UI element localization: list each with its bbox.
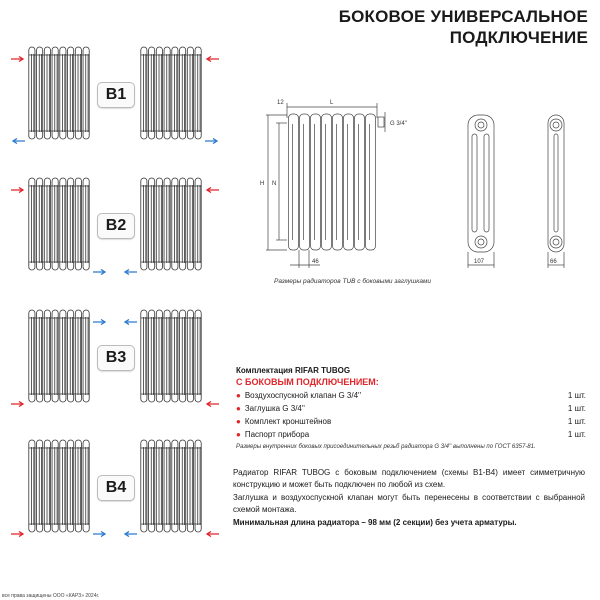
- radiator-left: [28, 177, 90, 276]
- bullet-icon: ●: [236, 430, 241, 439]
- dim-N-label: N: [272, 181, 277, 187]
- radiator-icon: [28, 177, 90, 271]
- dim-107-label: 107: [474, 259, 485, 265]
- return-arrow-icon: [123, 262, 137, 268]
- return-arrow-icon: [93, 524, 107, 530]
- description-p3: Минимальная длина радиатора – 98 мм (2 секции) без учета арматуры.: [233, 517, 517, 527]
- kit-item-qty: 1 шт.: [567, 430, 586, 439]
- scheme-b2: [0, 177, 230, 277]
- scheme-label: B1: [97, 82, 135, 108]
- bullet-icon: ●: [236, 417, 241, 426]
- radiator-icon: [140, 46, 202, 140]
- radiator-right: [140, 46, 202, 145]
- bullet-icon: ●: [236, 391, 241, 400]
- supply-arrow-icon: [11, 49, 25, 55]
- radiator-icon: [140, 177, 202, 271]
- scheme-label: B4: [97, 475, 135, 501]
- scheme-b1: [0, 46, 230, 146]
- supply-arrow-icon: [11, 524, 25, 530]
- radiator-right: [140, 177, 202, 276]
- kit-item-qty: 1 шт.: [567, 417, 586, 426]
- dim-46-label: 46: [312, 259, 319, 265]
- kit-item-qty: 1 шт.: [567, 391, 586, 400]
- kit-item-qty: 1 шт.: [567, 404, 586, 413]
- kit-item: [236, 402, 586, 415]
- supply-arrow-icon: [11, 394, 25, 400]
- radiator-left: [28, 46, 90, 145]
- supply-arrow-icon: [11, 180, 25, 186]
- kit-list: [236, 389, 586, 441]
- radiator-icon: [140, 439, 202, 533]
- return-arrow-icon: [11, 131, 25, 137]
- dim-thread-label: G 3/4'': [390, 121, 407, 127]
- dim-66-label: 66: [550, 259, 557, 265]
- description-p2: Заглушка и воздухоспускной клапан могут быть перенесены в соответствии с выбранной схемой монтажа.: [233, 492, 585, 515]
- radiator-icon: [140, 309, 202, 403]
- radiator-right: [140, 309, 202, 408]
- kit-item: [236, 389, 586, 402]
- kit-section: [236, 366, 586, 450]
- radiator-icon: [28, 439, 90, 533]
- scheme-label: B2: [97, 213, 135, 239]
- kit-note: Размеры внутренних боковых присоединительных резьб радиатора G 3/4'' выполнены по ГОСТ 6357-81.: [236, 444, 536, 450]
- kit-subheading: С БОКОВЫМ ПОДКЛЮЧЕНИЕМ:: [236, 377, 379, 387]
- supply-arrow-icon: [205, 394, 219, 400]
- page-title: [339, 6, 588, 48]
- radiator-left: [28, 309, 90, 408]
- scheme-b4: [0, 439, 230, 539]
- kit-item-name: Комплект кронштейнов: [244, 417, 332, 426]
- supply-arrow-icon: [205, 524, 219, 530]
- dim-L-label: L: [330, 100, 334, 106]
- radiator-right: [140, 439, 202, 538]
- kit-item: [236, 415, 586, 428]
- kit-item-name: Заглушка G 3/4'': [244, 404, 305, 413]
- drawing-caption: Размеры радиаторов TUB с боковыми заглушками: [274, 278, 432, 285]
- title-line-2: ПОДКЛЮЧЕНИЕ: [449, 28, 588, 47]
- description: [233, 467, 585, 529]
- supply-arrow-icon: [205, 49, 219, 55]
- copyright-footer: все права защищены ООО «КАРЗ» 2024г.: [2, 593, 100, 599]
- supply-arrow-icon: [205, 180, 219, 186]
- kit-heading: Комплектация RIFAR TUBOG: [236, 366, 351, 375]
- kit-item-name: Воздухоспускной клапан G 3/4'': [244, 391, 362, 400]
- kit-item-name: Паспорт прибора: [244, 430, 310, 439]
- return-arrow-icon: [205, 131, 219, 137]
- description-p1: Радиатор RIFAR TUBOG с боковым подключением (схемы В1-В4) имеет симметричную конструкцию и может быть подключен по любой из схем.: [233, 468, 585, 490]
- return-arrow-icon: [123, 312, 137, 318]
- radiator-icon: [28, 46, 90, 140]
- dim-H-label: H: [260, 181, 265, 187]
- scheme-b3: [0, 309, 230, 409]
- return-arrow-icon: [93, 312, 107, 318]
- return-arrow-icon: [123, 524, 137, 530]
- kit-item: [236, 428, 586, 441]
- return-arrow-icon: [93, 262, 107, 268]
- dimension-drawing: [250, 90, 600, 290]
- title-line-1: БОКОВОЕ УНИВЕРСАЛЬНОЕ: [338, 7, 588, 26]
- dim-12-label: 12: [277, 100, 284, 106]
- radiator-left: [28, 439, 90, 538]
- radiator-icon: [28, 309, 90, 403]
- scheme-label: B3: [97, 345, 135, 371]
- bullet-icon: ●: [236, 404, 241, 413]
